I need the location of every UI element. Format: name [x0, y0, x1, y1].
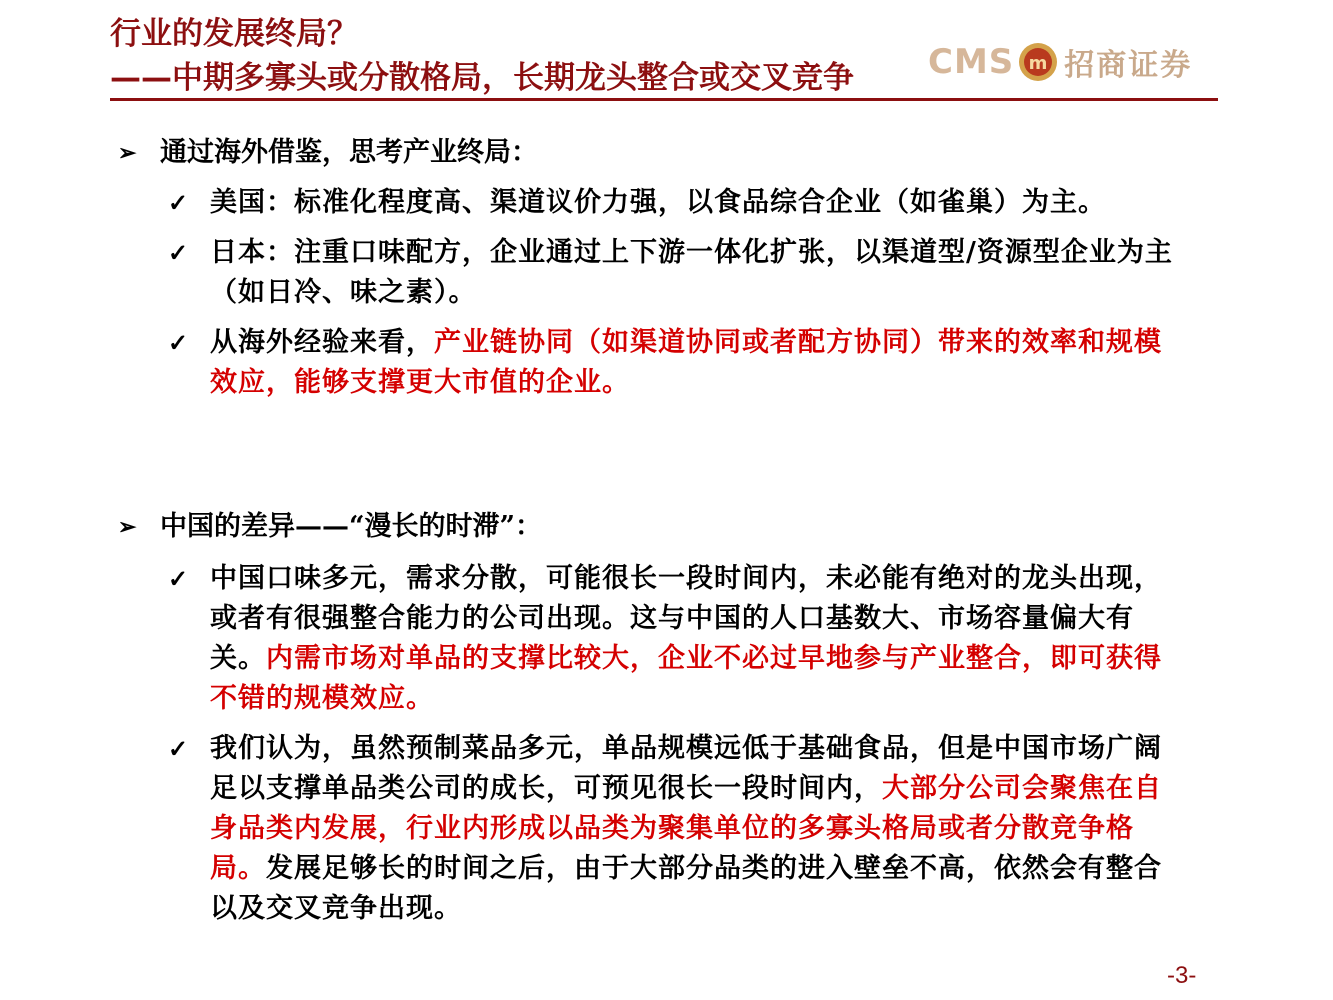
item-text-highlight: 内需市场对单品的支撑比较大，企业不必过早地参与产业整合，即可获得不错的规模效应。	[210, 643, 1162, 714]
slide-title	[110, 12, 854, 100]
item-text	[210, 729, 1180, 929]
item-text-normal: 从海外经验来看，	[210, 327, 434, 358]
item-text-normal: 发展足够长的时间之后，由于大部分品类的进入壁垒不高，依然会有整合以及交叉竞争出现。	[210, 853, 1162, 924]
list-item	[168, 323, 1180, 403]
list-item	[168, 729, 1180, 929]
company-logo	[928, 36, 1192, 88]
list-item	[168, 183, 1180, 223]
item-text	[210, 559, 1180, 719]
title-line-2: ——中期多寡头或分散格局，长期龙头整合或交叉竞争	[110, 60, 854, 96]
section-china	[118, 507, 1180, 929]
item-text-normal: 中国口味多元，需求分散，可能很长一段时间内，未必能有绝对的龙头出现，或者有很强整合能力的公司出现。这与中国的人口基数大、市场容量偏大有关。	[210, 563, 1162, 674]
item-text-highlight: 大部分公司会聚焦在自身品类内发展，行业内形成以品类为聚集单位的多寡头格局或者分散竞争格局。	[210, 773, 1162, 884]
title-line-1: 行业的发展终局？	[110, 16, 358, 52]
section-overseas	[118, 133, 1180, 403]
item-text-highlight: 产业链协同（如渠道协同或者配方协同）带来的效率和规模效应，能够支撑更大市值的企业。	[210, 327, 1162, 398]
logo-cn-text: 招商证券	[1064, 48, 1193, 83]
title-divider	[110, 98, 1218, 101]
item-text-normal: 我们认为，虽然预制菜品多元，单品规模远低于基础食品，但是中国市场广阔足以支撑单品类公司的成长，可预见很长一段时间内，	[210, 733, 1162, 804]
heading-text: 通过海外借鉴，思考产业终局：	[160, 137, 538, 168]
check-icon: ✓	[168, 564, 189, 593]
check-icon: ✓	[168, 188, 189, 217]
arrow-bullet-icon: ➢	[118, 140, 137, 166]
item-text: 美国：标准化程度高、渠道议价力强，以食品综合企业（如雀巢）为主。	[210, 187, 1106, 218]
logo-cms-text: CMS	[928, 42, 1015, 82]
logo-emblem-icon	[1018, 42, 1058, 82]
heading-text: 中国的差异——“漫长的时滞”：	[160, 511, 543, 542]
check-icon: ✓	[168, 734, 189, 763]
item-text	[210, 323, 1180, 403]
section-heading	[118, 133, 1180, 173]
list-item	[168, 233, 1180, 313]
logo-emblem-text: m	[1028, 53, 1048, 74]
page-number: -3-	[1167, 962, 1197, 989]
section-heading	[118, 507, 1180, 547]
check-icon: ✓	[168, 328, 189, 357]
item-text: 日本：注重口味配方，企业通过上下游一体化扩张，以渠道型/资源型企业为主（如日冷、味之素）。	[210, 237, 1173, 308]
list-item	[168, 559, 1180, 719]
check-icon: ✓	[168, 238, 189, 267]
arrow-bullet-icon: ➢	[118, 514, 137, 540]
